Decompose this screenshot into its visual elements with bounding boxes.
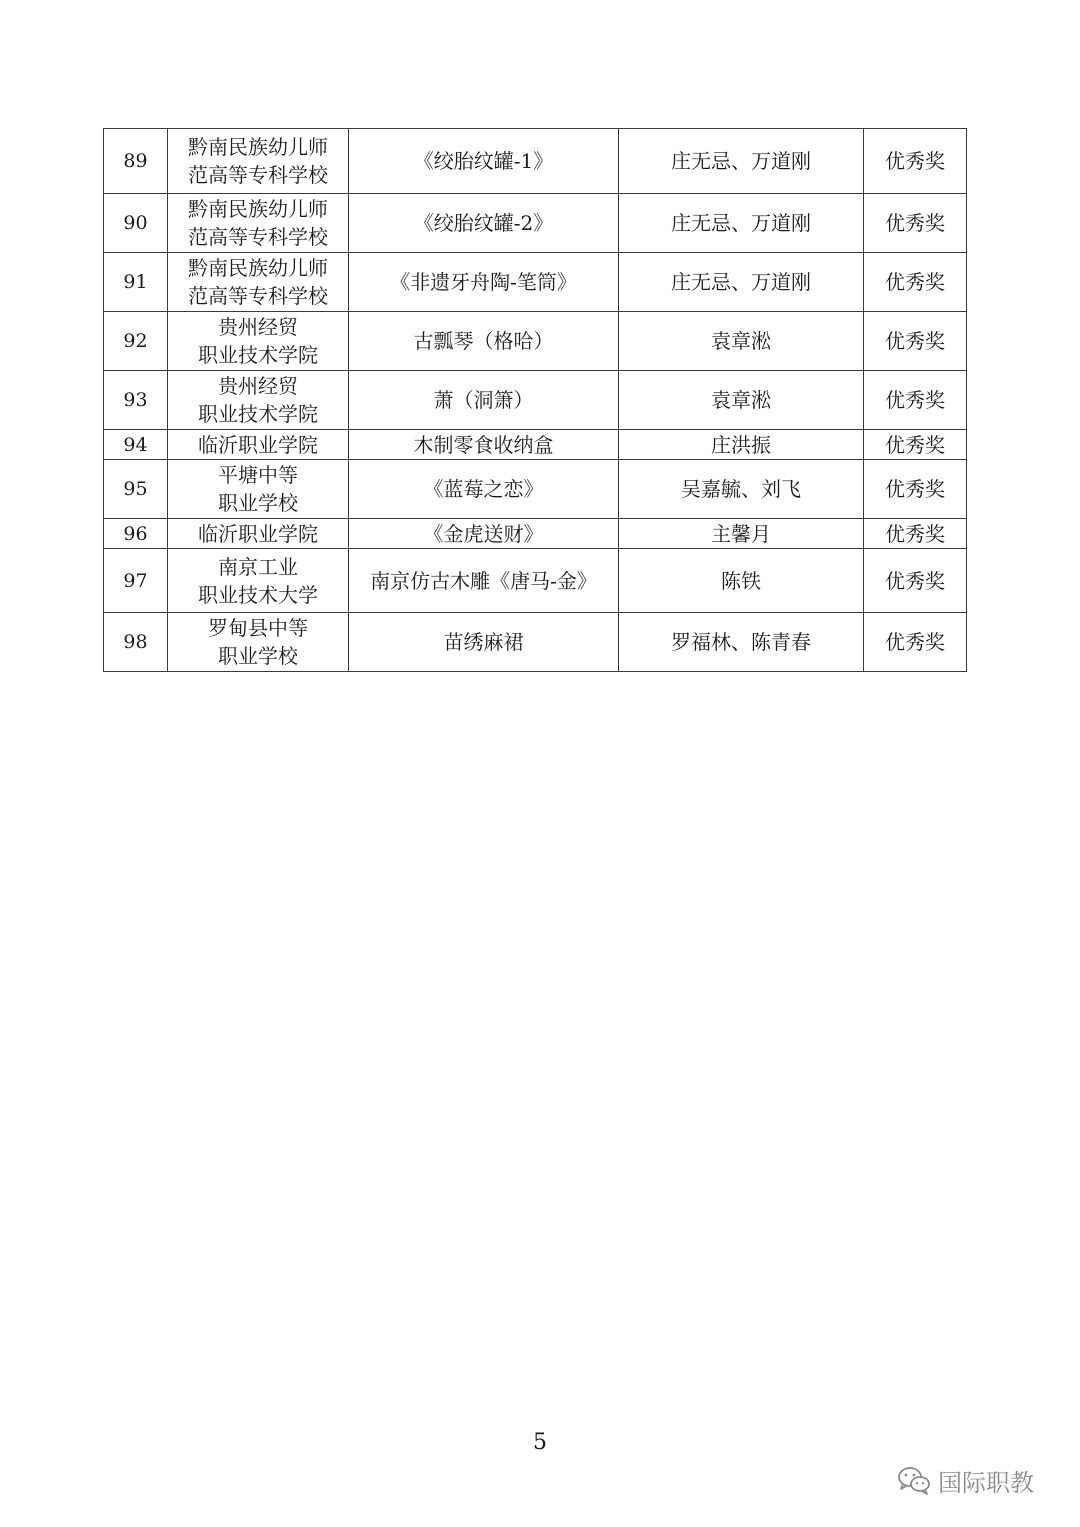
award-cell: 优秀奖 [864, 549, 967, 613]
award-cell: 优秀奖 [864, 371, 967, 430]
row-number-cell: 98 [104, 613, 168, 672]
award-cell: 优秀奖 [864, 312, 967, 371]
work-title-cell: 《非遗牙舟陶-笔筒》 [349, 253, 619, 312]
awards-table [103, 128, 967, 672]
school-cell: 黔南民族幼儿师 范高等专科学校 [168, 129, 349, 194]
work-title-cell: 《蓝莓之恋》 [349, 460, 619, 519]
school-cell: 南京工业 职业技术大学 [168, 549, 349, 613]
authors-cell: 吴嘉毓、刘飞 [619, 460, 864, 519]
work-title-cell: 《金虎送财》 [349, 519, 619, 549]
table-row [104, 519, 967, 549]
school-cell: 黔南民族幼儿师 范高等专科学校 [168, 253, 349, 312]
awards-table-body [104, 129, 967, 672]
row-number-cell: 93 [104, 371, 168, 430]
table-row [104, 194, 967, 253]
table-row [104, 371, 967, 430]
work-title-cell: 南京仿古木雕《唐马-金》 [349, 549, 619, 613]
school-cell: 贵州经贸 职业技术学院 [168, 312, 349, 371]
row-number-cell: 94 [104, 430, 168, 460]
authors-cell: 庄无忌、万道刚 [619, 253, 864, 312]
award-cell: 优秀奖 [864, 129, 967, 194]
authors-cell: 陈铁 [619, 549, 864, 613]
school-cell: 临沂职业学院 [168, 519, 349, 549]
authors-cell: 庄无忌、万道刚 [619, 129, 864, 194]
authors-cell: 庄洪振 [619, 430, 864, 460]
table-row [104, 549, 967, 613]
school-cell: 黔南民族幼儿师 范高等专科学校 [168, 194, 349, 253]
work-title-cell: 《绞胎纹罐-2》 [349, 194, 619, 253]
authors-cell: 主馨月 [619, 519, 864, 549]
row-number-cell: 97 [104, 549, 168, 613]
watermark [896, 1462, 1034, 1498]
school-cell: 平塘中等 职业学校 [168, 460, 349, 519]
authors-cell: 袁章淞 [619, 312, 864, 371]
school-cell: 临沂职业学院 [168, 430, 349, 460]
page-number: 5 [533, 1430, 547, 1455]
row-number-cell: 90 [104, 194, 168, 253]
work-title-cell: 木制零食收纳盒 [349, 430, 619, 460]
work-title-cell: 苗绣麻裙 [349, 613, 619, 672]
authors-cell: 庄无忌、万道刚 [619, 194, 864, 253]
table-row [104, 129, 967, 194]
award-cell: 优秀奖 [864, 613, 967, 672]
wechat-icon [896, 1464, 932, 1496]
award-cell: 优秀奖 [864, 194, 967, 253]
row-number-cell: 89 [104, 129, 168, 194]
table-row [104, 312, 967, 371]
work-title-cell: 古瓢琴（格哈） [349, 312, 619, 371]
row-number-cell: 95 [104, 460, 168, 519]
authors-cell: 袁章淞 [619, 371, 864, 430]
watermark-text: 国际职教 [938, 1468, 1034, 1497]
authors-cell: 罗福林、陈青春 [619, 613, 864, 672]
table-row [104, 613, 967, 672]
work-title-cell: 《绞胎纹罐-1》 [349, 129, 619, 194]
row-number-cell: 92 [104, 312, 168, 371]
school-cell: 贵州经贸 职业技术学院 [168, 371, 349, 430]
row-number-cell: 96 [104, 519, 168, 549]
table-row [104, 430, 967, 460]
award-cell: 优秀奖 [864, 460, 967, 519]
table-row [104, 253, 967, 312]
award-cell: 优秀奖 [864, 430, 967, 460]
table-row [104, 460, 967, 519]
work-title-cell: 萧（洞箫） [349, 371, 619, 430]
school-cell: 罗甸县中等 职业学校 [168, 613, 349, 672]
row-number-cell: 91 [104, 253, 168, 312]
award-cell: 优秀奖 [864, 519, 967, 549]
award-cell: 优秀奖 [864, 253, 967, 312]
